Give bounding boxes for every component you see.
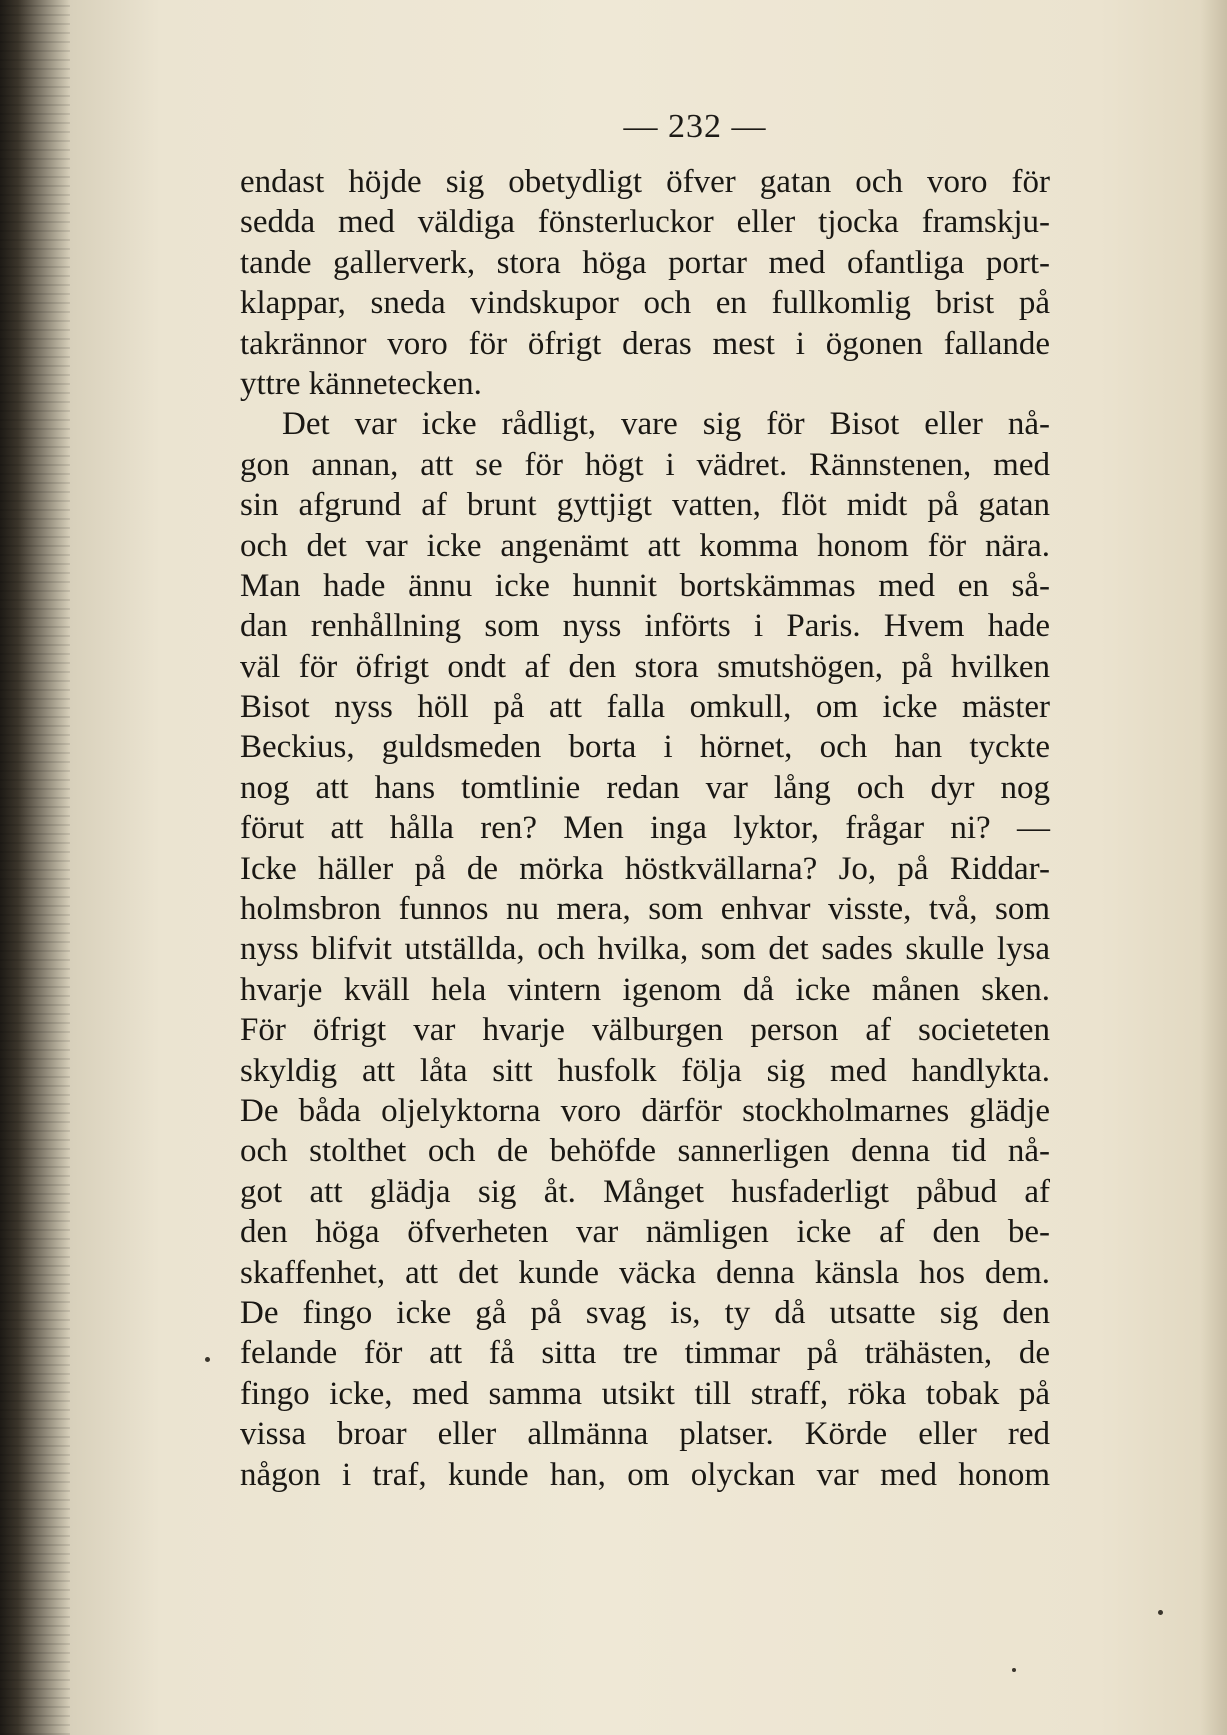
paper-speck: [205, 1357, 210, 1362]
text-line: förut att hålla ren? Men inga lyktor, frågar ni? —: [240, 810, 1050, 847]
text-line: skyldig att låta sitt husfolk följa sig med handlykta.: [240, 1052, 1050, 1089]
text-line: och det var icke angenämt att komma honom för nära.: [240, 527, 1050, 564]
text-line: För öfrigt var hvarje välburgen person af societeten: [240, 1012, 1050, 1049]
text-line: yttre kännetecken.: [240, 365, 482, 402]
page-gutter: [0, 0, 70, 1735]
text-line: fingo icke, med samma utsikt till straff, röka tobak på: [240, 1375, 1050, 1412]
text-line: Man hade ännu icke hunnit bortskämmas med en så-: [240, 567, 1050, 604]
text-line: sin afgrund af brunt gyttjigt vatten, flöt midt på gatan: [240, 487, 1050, 524]
paper-speck: [1012, 1668, 1016, 1672]
text-line: sedda med väldiga fönsterluckor eller tjocka framskju-: [240, 204, 1050, 241]
text-line: gon annan, att se för högt i vädret. Rännstenen, med: [240, 446, 1050, 483]
text-line: endast höjde sig obetydligt öfver gatan och voro för: [240, 164, 1050, 200]
text-line: felande för att få sitta tre timmar på trähästen, de: [240, 1335, 1050, 1372]
text-line: vissa broar eller allmänna platser. Körde eller red: [240, 1416, 1050, 1453]
text-line: dan renhållning som nyss införts i Paris. Hvem hade: [240, 608, 1050, 645]
text-line: De båda oljelyktorna voro därför stockholmarnes glädje: [240, 1092, 1050, 1129]
text-line: De fingo icke gå på svag is, ty då utsatte sig den: [240, 1294, 1050, 1331]
text-line: takrännor voro för öfrigt deras mest i ögonen fallande: [240, 325, 1050, 362]
text-line: got att glädja sig åt. Månget husfaderligt påbud af: [240, 1173, 1050, 1210]
text-line: och stolthet och de behöfde sannerligen denna tid nå-: [240, 1133, 1050, 1170]
text-line: den höga öfverheten var nämligen icke af den be-: [240, 1214, 1050, 1251]
text-line: Beckius, guldsmeden borta i hörnet, och han tyckte: [240, 729, 1050, 766]
paper-speck: [1158, 1610, 1163, 1615]
text-line: holmsbron funnos nu mera, som enhvar visste, två, som: [240, 891, 1050, 928]
text-line: någon i traf, kunde han, om olyckan var med honom: [240, 1456, 1050, 1493]
text-line: Bisot nyss höll på att falla omkull, om icke mäster: [240, 689, 1050, 726]
text-line: Icke häller på de mörka höstkvällarna? Jo, på Riddar-: [240, 850, 1050, 887]
page-number: — 232 —: [623, 108, 767, 145]
text-line: nyss blifvit utställda, och hvilka, som det sades skulle lysa: [240, 931, 1050, 968]
text-line: nog att hans tomtlinie redan var lång och dyr nog: [240, 769, 1050, 806]
text-line: hvarje kväll hela vintern igenom då icke månen sken.: [240, 971, 1050, 1008]
text-line: klappar, sneda vindskupor och en fullkomlig brist på: [240, 285, 1050, 322]
body-text: [240, 162, 1050, 1495]
text-line: skaffenhet, att det kunde väcka denna känsla hos dem.: [240, 1254, 1050, 1291]
text-line: tande gallerverk, stora höga portar med ofantliga port-: [240, 244, 1050, 281]
text-line: Det var icke rådligt, vare sig för Bisot eller nå-: [282, 406, 1050, 443]
text-line: väl för öfrigt ondt af den stora smutshögen, på hvilken: [240, 648, 1050, 685]
